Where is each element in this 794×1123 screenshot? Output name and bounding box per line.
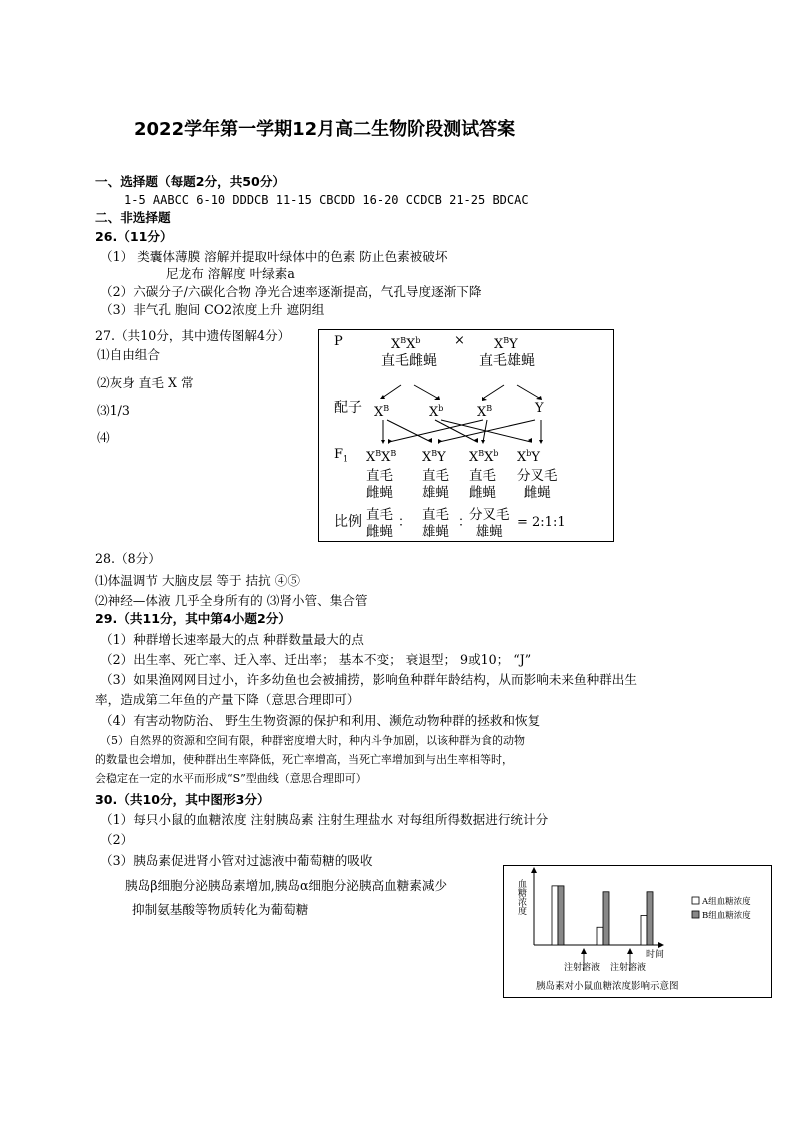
q27-line-4: ⑷ (97, 430, 110, 445)
x-axis-arrow (658, 942, 664, 948)
ratio-separator-1: ： (398, 515, 412, 530)
q29-heading: 29.（共11分，其中第4小题2分） (95, 611, 291, 626)
q30-line-3: （3）胰岛素促进肾小管对过滤液中葡萄糖的吸收 (100, 853, 373, 868)
section-2-heading: 二、非选择题 (95, 210, 171, 225)
gamete-1: $X^B$ (374, 404, 390, 420)
legend-label-1: A组血糖浓度 (702, 897, 751, 907)
arrowhead-f1a (381, 440, 385, 444)
f1-label: $F_1$ (334, 447, 349, 464)
q28-heading: 28.（8分） (95, 551, 161, 566)
offspring-genotype-2: $X^BY$ (422, 449, 446, 465)
q26-line-4: （3）非气孔 胞间 CO2浓度上升 遮阴组 (100, 302, 325, 317)
ratio-item-1: 直毛 雌蝇 (366, 507, 393, 540)
y-axis-arrow (531, 867, 537, 873)
ratio-item-2: 直毛 雄蝇 (422, 507, 449, 540)
arrowhead-f3b (481, 440, 485, 444)
y-axis-label: 血糖浓度 (516, 879, 526, 915)
q30-line-4: 胰岛β细胞分泌胰岛素增加,胰岛α细胞分泌胰高血糖素减少 (125, 878, 448, 893)
line-p-female-to-g2 (414, 385, 437, 398)
offspring-genotype-3: $X^BX^b$ (469, 449, 499, 465)
q29-line-8: 会稳定在一定的水平而形成“S”型曲线（意思合理即可） (95, 772, 367, 785)
arrowhead-f4b (539, 440, 543, 444)
offspring-phenotype-3: 直毛 雌蝇 (469, 468, 496, 501)
q26-line-2: 尼龙布 溶解度 叶绿素a (166, 266, 295, 281)
q28-line-2: ⑵神经—体液 几乎全身所有的 ⑶肾小管、集合管 (95, 593, 368, 608)
q29-line-2: （2）出生率、死亡率、迁入率、迁出率； 基本不变； 衰退型； 9或10； “J” (100, 652, 532, 667)
q26-line-1: （1） 类囊体薄膜 溶解并提取叶绿体中的色素 防止色素被破坏 (100, 249, 448, 264)
injection-arrow-head-1 (581, 948, 587, 954)
ratio-label: 比例 (334, 514, 362, 530)
p-male-genotype: $X^BY$ (494, 336, 518, 352)
legend-swatch-2 (692, 911, 699, 918)
choice-answers: 1-5 AABCC 6-10 DDDCB 11-15 CBCDD 16-20 CCDCB 21-25 BDCAC (124, 193, 529, 207)
q29-line-6: （5）自然界的资源和空间有限，种群密度增大时，种内斗争加剧，以该种群为食的动物 (100, 734, 525, 747)
offspring-phenotype-4: 分叉毛 雌蝇 (517, 468, 558, 501)
q27-line-1: ⑴自由组合 (97, 347, 160, 362)
q30-line-1: （1）每只小鼠的血糖浓度 注射胰岛素 注射生理盐水 对每组所得数据进行统计分 (100, 812, 549, 827)
q29-line-1: （1）种群增长速率最大的点 种群数量最大的点 (100, 632, 364, 647)
ratio-value: = 2:1:1 (517, 515, 566, 530)
bar-b-1 (558, 886, 564, 945)
ratio-separator-2: ： (458, 515, 472, 530)
q30-line-5: 抑制氨基酸等物质转化为葡萄糖 (132, 902, 309, 917)
q27-line-2: ⑵灰身 直毛 X 常 (97, 375, 194, 390)
p-female-genotype: $X^BX^b$ (391, 336, 421, 352)
p-female-name: 直毛雌蝇 (381, 353, 437, 369)
gamete-2: $X^b$ (429, 404, 444, 420)
chart-canvas (504, 866, 771, 997)
offspring-phenotype-1: 直毛 雌蝇 (366, 468, 393, 501)
p-male-name: 直毛雄蝇 (479, 353, 535, 369)
q30-line-2: （2） (100, 832, 134, 847)
q29-line-5: （4）有害动物防治、 野生生物资源的保护和利用、濒危动物种群的拯救和恢复 (100, 713, 541, 728)
gamete-3: $X^B$ (477, 404, 493, 420)
gamete-4: Y (535, 401, 544, 416)
bar-b-2 (603, 892, 609, 945)
cross-symbol: × (454, 333, 465, 348)
bar-a-2 (597, 927, 603, 945)
bar-b-3 (647, 892, 653, 945)
gamete-label: 配子 (334, 400, 362, 416)
q29-line-3: （3）如果渔网网目过小，许多幼鱼也会被捕捞，影响鱼种群年龄结构，从而影响未来鱼种群出生 (100, 672, 637, 687)
q28-line-1: ⑴体温调节 大脑皮层 等于 拮抗 ④⑤ (95, 573, 300, 588)
q29-line-4: 率，造成第二年鱼的产量下降（意思合理即可） (95, 692, 360, 707)
offspring-genotype-4: $X^bY$ (517, 449, 540, 465)
line-g3-f1 (389, 420, 483, 442)
q30-heading: 30.（共10分，其中图形3分） (95, 792, 270, 807)
bar-a-1 (552, 886, 558, 945)
line-p-male-to-g3 (484, 385, 504, 398)
offspring-phenotype-2: 直毛 雄蝇 (422, 468, 449, 501)
genetic-cross-diagram (318, 329, 614, 542)
ratio-item-3: 分叉毛 雄蝇 (469, 507, 510, 540)
q27-heading: 27.（共10分，其中遗传图解4分） (95, 328, 291, 343)
q27-line-3: ⑶1/3 (97, 403, 130, 418)
injection-arrow-head-2 (627, 948, 633, 954)
bar-a-3 (641, 915, 647, 945)
injection-label-1: 注射溶液 (564, 963, 601, 973)
q26-line-3: （2）六碳分子/六碳化合物 净光合速率逐渐提高，气孔导度逐渐下降 (100, 284, 482, 299)
page-title: 2022学年第一学期12月高二生物阶段测试答案 (134, 119, 516, 140)
injection-label-2: 注射溶液 (610, 963, 647, 973)
p-label: P (334, 334, 343, 349)
chart-title: 胰岛素对小鼠血糖浓度影响示意图 (536, 981, 679, 992)
q29-line-7: 的数量也会增加，使种群出生率降低，死亡率增高，当死亡率增加到与出生率相等时， (95, 753, 513, 766)
line-g1-f2 (387, 420, 431, 442)
line-p-female-to-g1 (382, 385, 401, 398)
q26-heading: 26.（11分） (95, 229, 173, 244)
cross-lines (319, 330, 613, 541)
blood-glucose-chart (503, 865, 772, 998)
offspring-genotype-1: $X^BX^B$ (366, 449, 397, 465)
section-1-heading: 一、选择题（每题2分，共50分） (95, 174, 286, 189)
x-axis-label: 时间 (646, 950, 665, 960)
legend-swatch-1 (692, 897, 699, 904)
line-p-male-to-g4 (517, 385, 539, 398)
legend-label-2: B组血糖浓度 (702, 911, 751, 921)
